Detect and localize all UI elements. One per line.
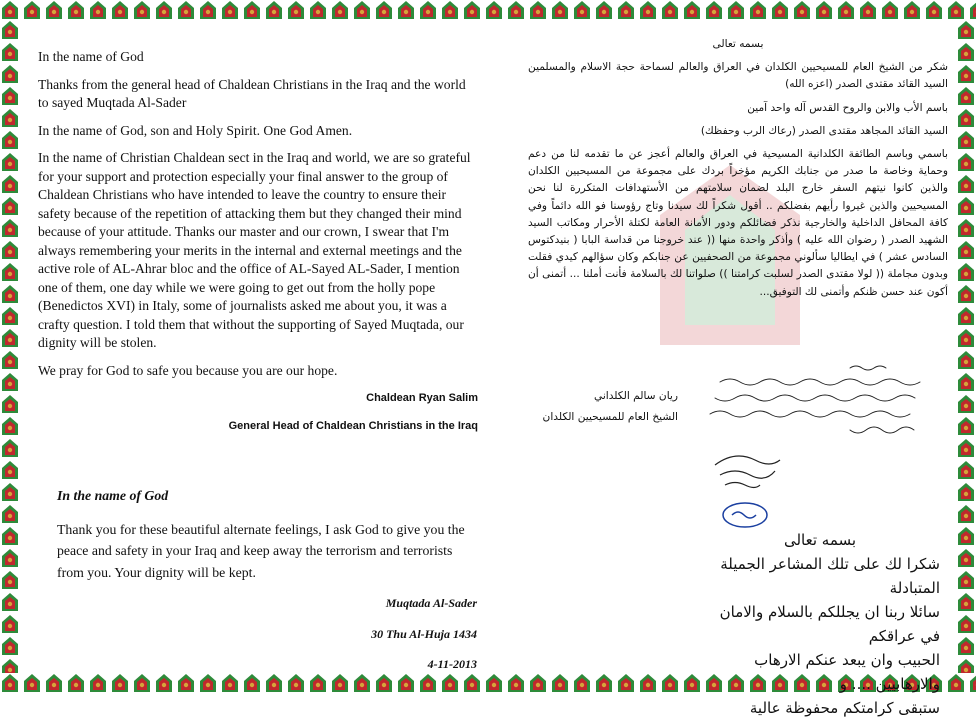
ornament-icon [594,0,616,20]
ornament-icon [956,196,976,218]
arabic-reply-title: بسمه تعالى [700,528,940,552]
ornament-icon [0,262,20,284]
ornament-icon [956,64,976,86]
arabic-signer-name: ريان سالم الكلداني [528,388,678,405]
ornament-icon [0,658,20,673]
arabic-address: السيد القائد المجاهد مقتدى الصدر (رعاك الرب وحفظك) [528,123,948,140]
ornament-icon [374,0,396,20]
ornament-icon [176,0,198,20]
ornament-icon [0,526,20,548]
ornament-icon [814,0,836,20]
arabic-body: باسمي وباسم الطائفة الكلدانية المسيحية في العراق والعالم أعجز عن ما تقدمه لنا من دعم وحماية وخاصة ما صدر من جنابك الكريم مؤخراً بردك على مجموعة من المسيحيين الكلدان والذين كانوا نيتهم السفر خارج البلد لضمان سلامتهم من الأستهدافات المتكررة لنا نحن المسيحيين والذين غيروا رأيهم بفضلكم .. أقول شكراً لك سيدنا وتاج رؤوسنا فو الله دائماً وفي كافة المحافل الداخلية والخارجية نذكر فضائلكم ودور الأمانة العامة لكتلة الأحرار ومكاتب السيد الشهيد الصدر ( رضوان الله عليه ) وأذكر واحدة منها (( عند خروجنا من قداسة البابا ( بنيدكتوس السادس عشر ) في ايطاليا سألوني مجموعة من الصحفيين عن جنابكم وكان سؤالهم كيدي فقلت وبدون مجاملة (( لولا مقتدى الصدر لسلبت كرامتنا )) صلواتنا لك بالسلامة فأنت أملنا ... أتمنى أن أكون عند حسن ظنكم وأتمنى لك التوفيق... [528,146,948,301]
ornament-icon [0,350,20,372]
ornament-icon [704,0,726,20]
ornament-icon [0,42,20,64]
ornament-icon [0,0,22,20]
ornament-icon [352,0,374,20]
ornament-icon [956,42,976,64]
english-reply [57,485,477,685]
english-letter [38,48,478,444]
ornament-icon [198,0,220,20]
ornament-icon [616,673,638,693]
ornament-icon [956,526,976,548]
ornament-icon [956,592,976,614]
ornament-icon [0,394,20,416]
ornament-icon [0,570,20,592]
ornament-icon [0,438,20,460]
ornament-icon [902,0,924,20]
ornament-icon [308,0,330,20]
signer-title: General Head of Chaldean Christians in the Iraq [38,417,478,436]
ornament-icon [660,0,682,20]
ornament-icon [0,20,20,42]
ornament-icon [956,174,976,196]
ornament-icon [968,0,976,20]
ornament-icon [946,0,968,20]
ornament-icon [956,548,976,570]
ornament-icon [550,673,572,693]
ornament-icon [0,306,20,328]
ornament-icon [956,482,976,504]
ornament-icon [956,152,976,174]
ornament-icon [0,64,20,86]
ornament-icon [0,548,20,570]
ornament-icon [154,0,176,20]
ornament-icon [0,240,20,262]
ornament-icon [0,86,20,108]
ornament-icon [264,0,286,20]
ornament-icon [956,504,976,526]
ornament-icon [956,636,976,658]
ornament-icon [550,0,572,20]
ornament-icon [770,0,792,20]
ornament-icon [0,108,20,130]
ornament-icon [956,614,976,636]
ornament-icon [748,0,770,20]
top-ornament-border [0,0,976,20]
reply-hijri-date: 30 Thu Al-Huja 1434 [57,624,477,646]
ornament-icon [0,636,20,658]
letter-heading: Thanks from the general head of Chaldean Christians in the Iraq and the world to sayed Muqtada Al-Sader [38,76,478,113]
ornament-icon [836,0,858,20]
ornament-icon [528,0,550,20]
arabic-reply-line-4: ستبقى كرامتكم محفوظة عالية [700,696,940,720]
ornament-icon [66,0,88,20]
arabic-reply-line-2: سائلا ربنا ان يجللكم بالسلام والامان في عراقكم [700,600,940,648]
ornament-icon [660,673,682,693]
ornament-icon [946,673,968,693]
arabic-reply [700,528,940,720]
ornament-icon [956,460,976,482]
ornament-icon [572,673,594,693]
ornament-icon [506,0,528,20]
ornament-icon [956,306,976,328]
prayer-line: In the name of God, son and Holy Spirit. One God Amen. [38,122,478,141]
ornament-icon [616,0,638,20]
ornament-icon [0,328,20,350]
ornament-icon [0,152,20,174]
ornament-icon [956,284,976,306]
ornament-icon [132,0,154,20]
ornament-icon [396,0,418,20]
ornament-icon [0,130,20,152]
reply-body: Thank you for these beautiful alternate feelings, I ask God to give you the peace and safety in your Iraq and keep away the terrorism and terrorists from you. Your dignity will be kept. [57,519,477,584]
signer-name: Chaldean Ryan Salim [38,389,478,408]
ornament-icon [242,0,264,20]
ornament-icon [0,218,20,240]
ornament-icon [956,658,976,673]
ornament-icon [956,108,976,130]
ornament-icon [528,673,550,693]
arabic-signer-title: الشيخ العام للمسيحيين الكلدان [528,409,678,426]
arabic-reply-line-1: شكرا لك على تلك المشاعر الجميلة المتبادلة [700,552,940,600]
ornament-icon [858,0,880,20]
arabic-heading: شكر من الشيخ العام للمسيحيين الكلدان في العراق والعالم لسماحة حجة الاسلام والمسلمين السيد القائد مقتدى الصدر (اعزه الله) [528,59,948,93]
ornament-icon [0,460,20,482]
ornament-icon [44,0,66,20]
ornament-icon [682,0,704,20]
ornament-icon [0,504,20,526]
ornament-icon [506,673,528,693]
salutation: In the name of God [38,48,478,67]
ornament-icon [956,240,976,262]
ornament-icon [0,284,20,306]
ornament-icon [638,673,660,693]
ornament-icon [956,350,976,372]
handwritten-note-image [700,360,940,450]
ornament-icon [0,372,20,394]
ornament-icon [956,262,976,284]
ornament-icon [792,0,814,20]
arabic-letter [528,36,948,307]
ornament-icon [0,673,22,693]
ornament-icon [956,86,976,108]
ornament-icon [462,0,484,20]
ornament-icon [956,130,976,152]
ornament-icon [956,20,976,42]
ornament-icon [330,0,352,20]
ornament-icon [110,0,132,20]
reply-title: In the name of God [57,485,477,507]
arabic-signature-block [528,388,678,430]
ornament-icon [924,0,946,20]
ornament-icon [0,614,20,636]
letter-body: In the name of Christian Chaldean sect in the Iraq and world, we are so grateful for your support and protection especially your final answer to the group of Chaldean Christians who have intended to leave the country to ensure their safety because of the repetition of attacking them but they changed their mind because of your attitude. Thanks our master and our crown, I swear that I'm always remembering your merits in the internal and external meetings and the active role of AL-Ahrar bloc and the office of AL-Sayed AL-Sader, I mention one of them, one day while we were going to get out from the holly pope (Benedictos XVI) in Italy, some of journalists asked me about you, it was a crafty question. I told them that without the supporting of Sayed Muqtada, our dignity will be stolen. [38,149,478,353]
ornament-icon [956,438,976,460]
ornament-icon [956,372,976,394]
ornament-icon [484,673,506,693]
ornament-icon [440,0,462,20]
reply-gregorian-date: 4-11-2013 [57,654,477,676]
ornament-icon [956,416,976,438]
ornament-icon [956,570,976,592]
ornament-icon [726,0,748,20]
reply-signer: Muqtada Al-Sader [57,593,477,615]
ornament-icon [22,673,44,693]
arabic-prayer: باسم الأب والابن والروح القدس آله واحد آمين [528,100,948,117]
ornament-icon [88,0,110,20]
ornament-icon [0,416,20,438]
signature-and-seal-image [700,440,790,530]
ornament-icon [880,0,902,20]
left-ornament-border [0,20,20,673]
ornament-icon [286,0,308,20]
arabic-basmala: بسمه تعالى [528,36,948,53]
ornament-icon [572,0,594,20]
ornament-icon [484,0,506,20]
ornament-icon [638,0,660,20]
ornament-icon [968,673,976,693]
ornament-icon [956,328,976,350]
ornament-icon [0,482,20,504]
ornament-icon [0,196,20,218]
ornament-icon [418,0,440,20]
ornament-icon [594,673,616,693]
ornament-icon [0,592,20,614]
ornament-icon [956,218,976,240]
ornament-icon [0,174,20,196]
ornament-icon [22,0,44,20]
arabic-reply-line-3: الحبيب وان يبعد عنكم الارهاب والارهابيين .... و [700,648,940,696]
ornament-icon [956,394,976,416]
right-ornament-border [956,20,976,673]
closing-line: We pray for God to safe you because you are our hope. [38,362,478,381]
ornament-icon [220,0,242,20]
